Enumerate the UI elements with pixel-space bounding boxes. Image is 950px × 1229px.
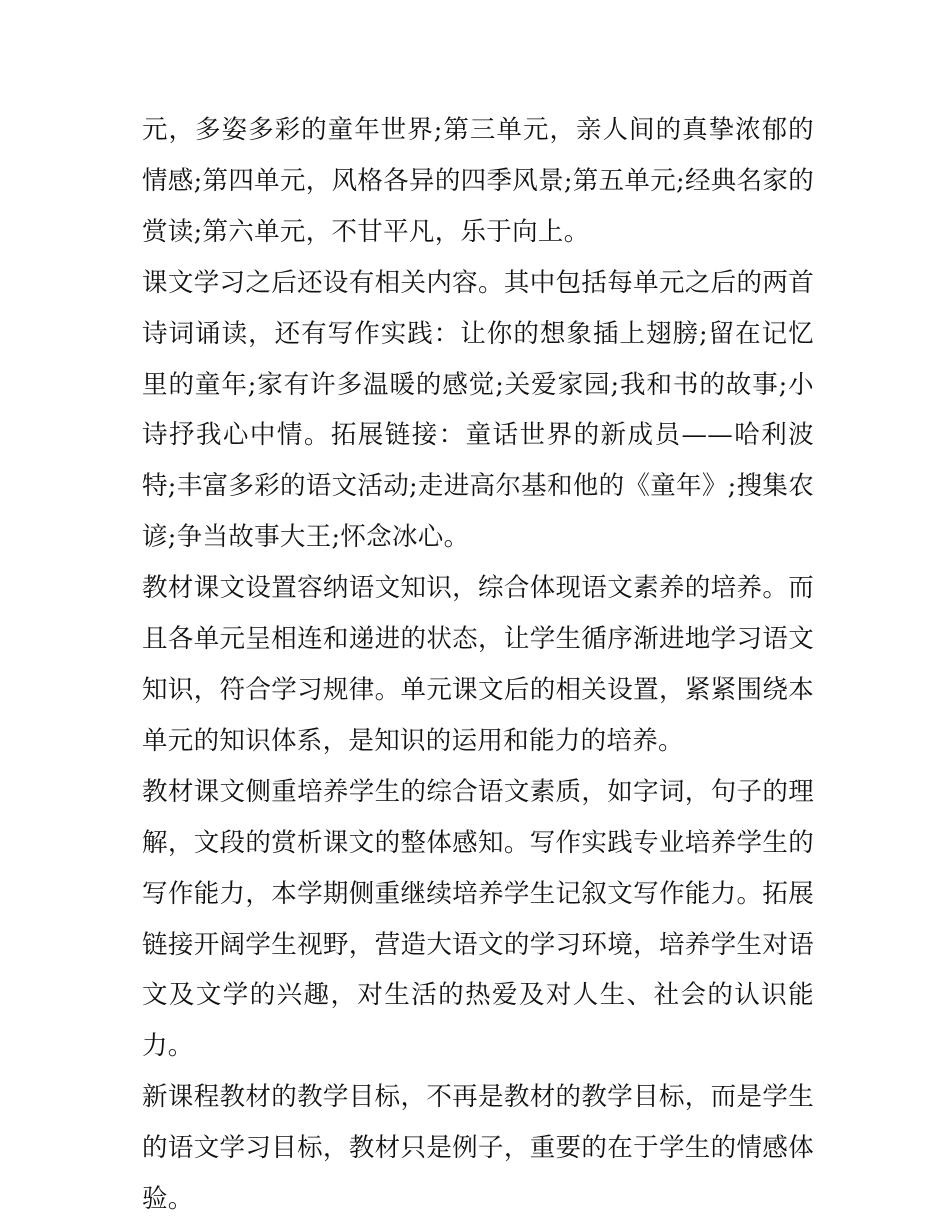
paragraph-textbook-design: 教材课文设置容纳语文知识，综合体现语文素养的培养。而且各单元呈相连和递进的状态，让学生循序渐进地学习语文知识，符合学习规律。单元课文后的相关设置，紧紧围绕本单元的知识体系，是知识的运用和能力的培养。 xyxy=(142,573,814,756)
paragraph-related-content: 课文学习之后还设有相关内容。其中包括每单元之后的两首诗词诵读，还有写作实践：让你的想象插上翅膀;留在记忆里的童年;家有许多温暖的感觉;关爱家园;我和书的故事;小诗抒我心中情。拓展链接：童话世界的新成员——哈利波特;丰富多彩的语文活动;走进高尔基和他的《童年》;搜集农谚;争当故事大王;怀念冰心。 xyxy=(142,267,814,553)
paragraph-teaching-focus: 教材课文侧重培养学生的综合语文素质，如字词，句子的理解，文段的赏析课文的整体感知。写作实践专业培养学生的写作能力，本学期侧重继续培养学生记叙文写作能力。拓展链接开阔学生视野，营造大语文的学习环境，培养学生对语文及文学的兴趣，对生活的热爱及对人生、社会的认识能力。 xyxy=(142,776,814,1062)
document-body xyxy=(142,105,814,1225)
paragraph-unit-themes: 元，多姿多彩的童年世界;第三单元，亲人间的真挚浓郁的情感;第四单元，风格各异的四季风景;第五单元;经典名家的赏读;第六单元，不甘平凡，乐于向上。 xyxy=(142,115,814,247)
paragraph-teaching-goals: 新课程教材的教学目标，不再是教材的教学目标，而是学生的语文学习目标，教材只是例子，重要的在于学生的情感体验。 xyxy=(142,1082,814,1215)
